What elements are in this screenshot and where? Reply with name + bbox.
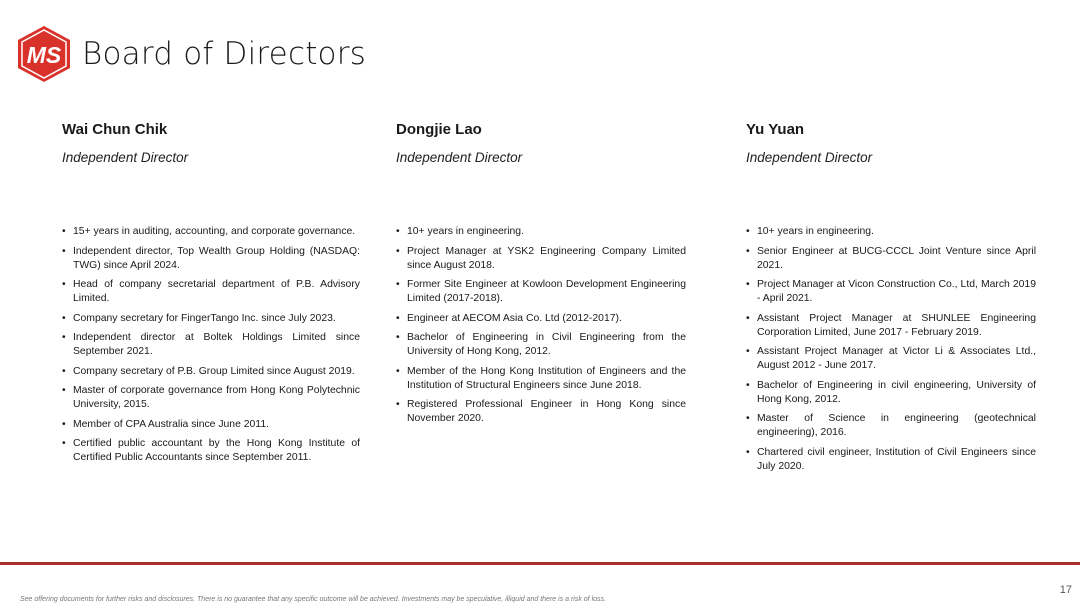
page-number: 17 — [1059, 584, 1072, 596]
director-name: Yu Yuan — [746, 121, 805, 138]
bio-item: • 10+ years in engineering. — [746, 225, 1036, 239]
bio-item: • Master of Science in engineering (geotechnical engineering), 2016. — [746, 412, 1036, 440]
logo-text: MS — [26, 42, 62, 68]
slide-header — [16, 24, 366, 84]
bio-item: • Member of the Hong Kong Institution of Engineers and the Institution of Structural Engineers since June 2018. — [396, 365, 686, 393]
bio-item: • Independent director, Top Wealth Group Holding (NASDAQ: TWG) since April 2024. — [62, 245, 360, 273]
director-name: Dongjie Lao — [396, 121, 482, 138]
director-column-1 — [62, 118, 360, 463]
bio-item: • Assistant Project Manager at SHUNLEE Engineering Corporation Limited, June 2017 - February 2019. — [746, 312, 1036, 340]
bio-item: • Chartered civil engineer, Institution of Civil Engineers since July 2020. — [746, 446, 1036, 474]
bio-item: • 10+ years in engineering. — [396, 225, 686, 239]
director-bio-list — [396, 225, 686, 432]
bio-item: • Former Site Engineer at Kowloon Development Engineering Limited (2017-2018). — [396, 278, 686, 306]
bio-item: • Company secretary for FingerTango Inc. since July 2023. — [62, 312, 360, 326]
director-column-3 — [746, 118, 1036, 472]
director-role: Independent Director — [396, 150, 523, 165]
bio-item: • Company secretary of P.B. Group Limited since August 2019. — [62, 365, 360, 379]
bio-item: • Assistant Project Manager at Victor Li & Associates Ltd., August 2012 - June 2017. — [746, 345, 1036, 373]
bio-item: • Certified public accountant by the Hong Kong Institute of Certified Public Accountants since September 2011. — [62, 437, 360, 465]
director-bio-list — [62, 225, 360, 471]
director-role: Independent Director — [746, 150, 873, 165]
footer-disclaimer: See offering documents for further risks and disclosures. There is no guarantee that any specific outcome will be achieved. Investments may be speculative, illiquid and there is a risk of loss. — [20, 596, 606, 603]
director-bio-list — [746, 225, 1036, 479]
bio-item: • Bachelor of Engineering in Civil Engineering from the University of Hong Kong, 2012. — [396, 331, 686, 359]
bio-item: • Bachelor of Engineering in civil engineering, University of Hong Kong, 2012. — [746, 379, 1036, 407]
bio-item: • Head of company secretarial department of P.B. Advisory Limited. — [62, 278, 360, 306]
bio-item: • 15+ years in auditing, accounting, and corporate governance. — [62, 225, 360, 239]
director-name: Wai Chun Chik — [62, 121, 168, 138]
bio-item: • Master of corporate governance from Hong Kong Polytechnic University, 2015. — [62, 384, 360, 412]
footer-divider — [0, 562, 1080, 565]
ms-logo-icon — [16, 25, 72, 83]
bio-item: • Member of CPA Australia since June 2011. — [62, 418, 360, 432]
bio-item: • Project Manager at Vicon Construction Co., Ltd, March 2019 - April 2021. — [746, 278, 1036, 306]
page-title: Board of Directors — [82, 36, 367, 72]
bio-item: • Independent director at Boltek Holdings Limited since September 2021. — [62, 331, 360, 359]
director-column-2 — [396, 118, 686, 424]
bio-item: • Project Manager at YSK2 Engineering Company Limited since August 2018. — [396, 245, 686, 273]
bio-item: • Engineer at AECOM Asia Co. Ltd (2012-2017). — [396, 312, 686, 326]
bio-item: • Senior Engineer at BUCG-CCCL Joint Venture since April 2021. — [746, 245, 1036, 273]
bio-item: • Registered Professional Engineer in Hong Kong since November 2020. — [396, 398, 686, 426]
director-role: Independent Director — [62, 150, 189, 165]
